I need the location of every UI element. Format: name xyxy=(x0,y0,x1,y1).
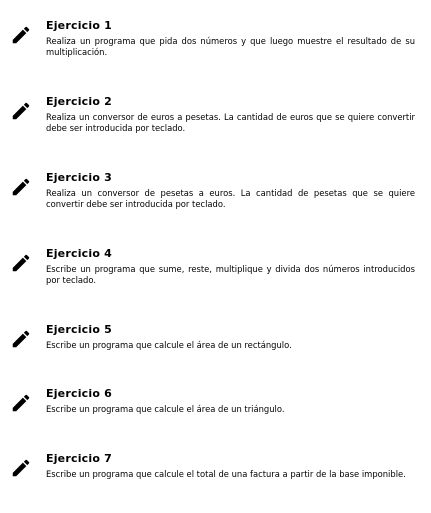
exercise-description: Escribe un programa que sume, reste, multiplique y divida dos números introducidos por teclado. xyxy=(46,264,415,285)
exercise-title: Ejercicio 2 xyxy=(46,95,112,108)
pencil-icon xyxy=(10,176,32,198)
exercise-title: Ejercicio 6 xyxy=(46,387,112,400)
pencil-icon xyxy=(10,252,32,274)
pencil-icon xyxy=(10,100,32,122)
exercise-title: Ejercicio 5 xyxy=(46,323,112,336)
exercise-title: Ejercicio 3 xyxy=(46,171,112,184)
exercise-description: Escribe un programa que calcule el área de un triángulo. xyxy=(46,404,285,414)
exercise-description: Realiza un programa que pida dos números y que luego muestre el resultado de su multiplicación. xyxy=(46,36,415,57)
pencil-icon xyxy=(10,392,32,414)
exercise-description: Escribe un programa que calcule el área de un rectángulo. xyxy=(46,340,292,350)
exercise-title: Ejercicio 4 xyxy=(46,247,112,260)
exercise-description: Realiza un conversor de euros a pesetas. La cantidad de euros que se quiere convertir debe ser introducida por teclado. xyxy=(46,112,415,133)
pencil-icon xyxy=(10,24,32,46)
exercise-description: Realiza un conversor de pesetas a euros. La cantidad de pesetas que se quiere convertir debe ser introducida por teclado. xyxy=(46,188,415,209)
exercise-title: Ejercicio 1 xyxy=(46,19,112,32)
exercise-title: Ejercicio 7 xyxy=(46,452,112,465)
pencil-icon xyxy=(10,457,32,479)
exercise-description: Escribe un programa que calcule el total de una factura a partir de la base imponible. xyxy=(46,469,406,479)
pencil-icon xyxy=(10,328,32,350)
